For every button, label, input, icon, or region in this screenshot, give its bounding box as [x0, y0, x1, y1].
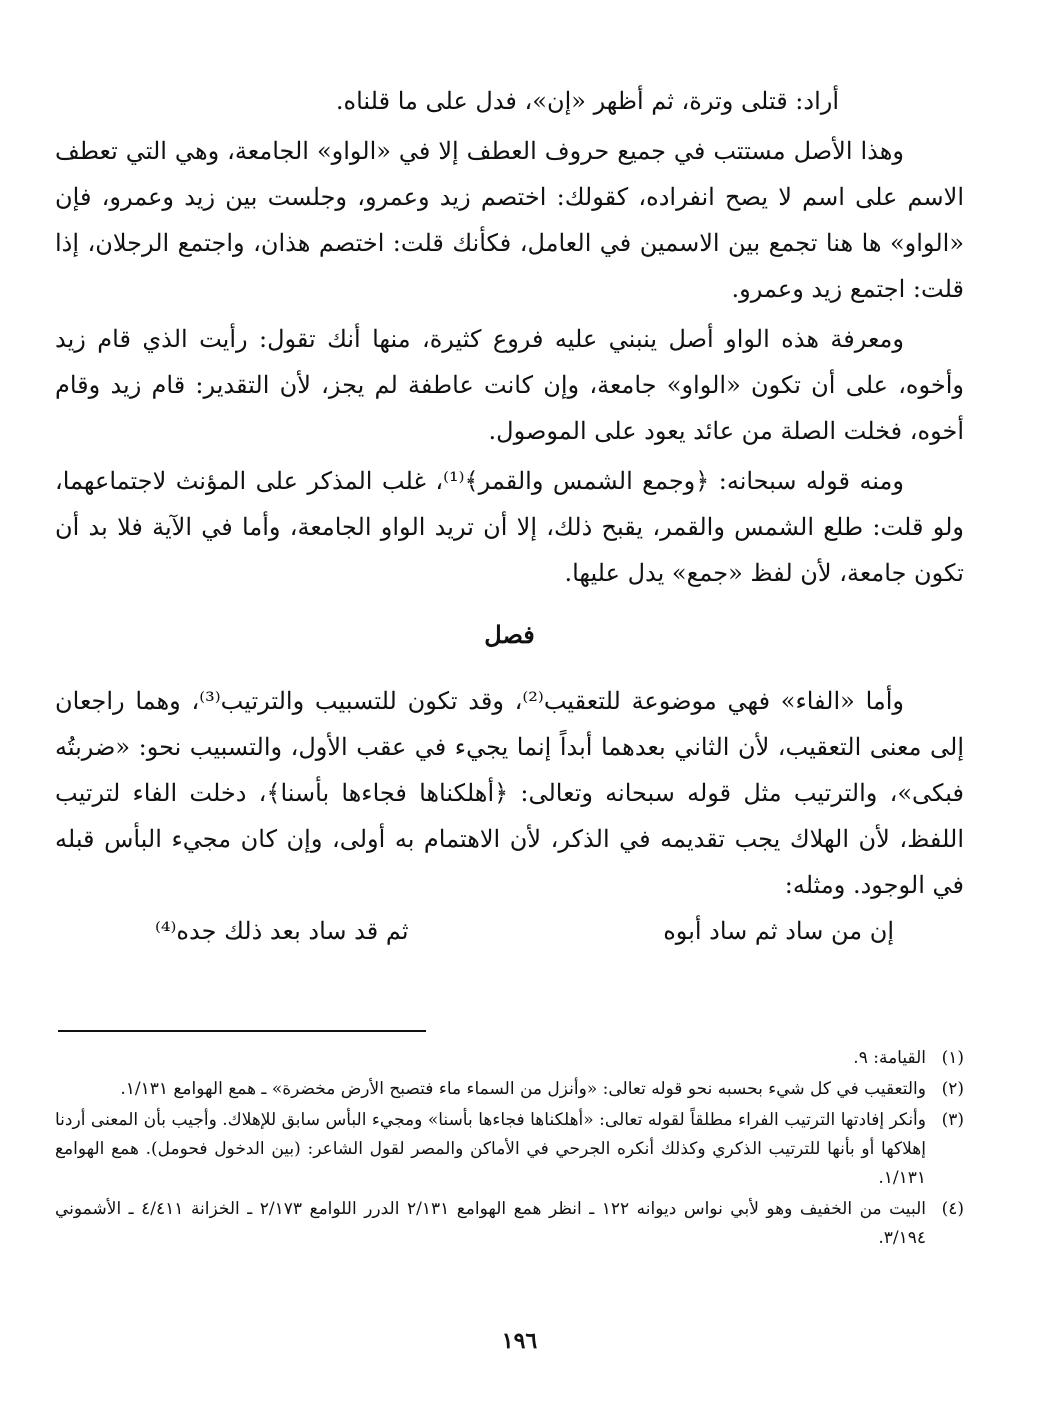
poetry-verse [55, 908, 964, 954]
paragraph-1: أراد: قتلى وترة، ثم أظهر «إن»، فدل على ما قلناه. [335, 87, 839, 115]
footnote-number: (٣) [941, 1110, 964, 1130]
footnote-text: البيت من الخفيف وهو لأبي نواس ديوانه ١٢٢ ـ انظر همع الهوامع ٢/١٣١ الدرر اللوامع ٢/١٧٣ ـ الخزانة ٤/٤١١ ـ الأشموني ٣/١٩٤. [55, 1199, 926, 1248]
main-text [55, 78, 964, 954]
page-number: ١٩٦ [501, 1328, 538, 1354]
section-heading: فصل [484, 620, 535, 649]
paragraph-5: وأما «الفاء» فهي موضوعة للتعقيب⁽²⁾، وقد تكون للتسبيب والترتيب⁽³⁾، وهما راجعان إلى معنى التعقيب، لأن الثاني بعدهما أبداً إنما يجيء في عقب الأول، والتسبيب نحو: «ضربتُه فبكى»، والترتيب مثل قوله سبحانه وتعالى: ﴿أهلكناها فجاءها بأسنا﴾، دخلت الفاء لترتيب اللفظ، لأن الهلاك يجب تقديمه في الذكر، لأن الاهتمام به أولى، وإن كان مجيء البأس قبله في الوجود. ومثله: [55, 687, 964, 899]
footnote-text: وأنكر إفادتها الترتيب الفراء مطلقاً لقوله تعالى: «أهلكناها فجاءها بأسنا» ومجيء البأس سابق للإهلاك. وأجيب بأن المعنى أردنا إهلاكها أو بأنها للترتيب الذكري وكذلك أنكره الجرحي في الأماكن والمصر لقول الشاعر: (بين الدخول فحومل). همع الهوامع ١/١٣١. [55, 1110, 926, 1188]
paragraph-3: ومعرفة هذه الواو أصل ينبني عليه فروع كثيرة، منها أنك تقول: رأيت الذي قام زيد وأخوه، على أن تكون «الواو» جامعة، وإن كانت عاطفة لم يجز، لأن التقدير: قام زيد وقام أخوه، فخلت الصلة من عائد يعود على الموصول. [55, 325, 964, 445]
footnote-number: (٤) [941, 1199, 964, 1219]
footnote-number: (٢) [941, 1079, 964, 1099]
footnote [55, 1044, 964, 1073]
footnote [55, 1075, 964, 1104]
footnote [55, 1195, 964, 1253]
footnote [55, 1106, 964, 1193]
footnote-divider [58, 1030, 426, 1032]
verse-second-hemistich: ثم قد ساد بعد ذلك جده⁽⁴⁾ [155, 917, 409, 945]
footnote-number: (١) [941, 1048, 964, 1068]
paragraph-2: وهذا الأصل مستتب في جميع حروف العطف إلا في «الواو» الجامعة، وهي التي تعطف الاسم على اسم لا يصح انفراده، كقولك: اختصم زيد وعمرو، وجلست بين زيد وعمرو، فإن «الواو» ها هنا تجمع بين الاسمين في العامل، فكأنك قلت: اختصم هذان، واجتمع الرجلان، إذا قلت: اجتمع زيد وعمرو. [55, 137, 964, 303]
footnotes [55, 1044, 964, 1255]
footnote-text: والتعقيب في كل شيء بحسبه نحو قوله تعالى: «وأنزل من السماء ماء فتصبح الأرض مخضرة» ـ همع الهوامع ١/١٣١. [120, 1079, 926, 1099]
paragraph-4: ومنه قوله سبحانه: ﴿وجمع الشمس والقمر﴾⁽¹⁾، غلب المذكر على المؤنث لاجتماعهما، ولو قلت: طلع الشمس والقمر، يقبح ذلك، إلا أن تريد الواو الجامعة، وأما في الآية فلا بد أن تكون جامعة، لأن لفظ «جمع» يدل عليها. [55, 467, 964, 587]
footnote-text: القيامة: ٩. [853, 1048, 926, 1068]
verse-first-hemistich: إن من ساد ثم ساد أبوه [663, 917, 894, 945]
